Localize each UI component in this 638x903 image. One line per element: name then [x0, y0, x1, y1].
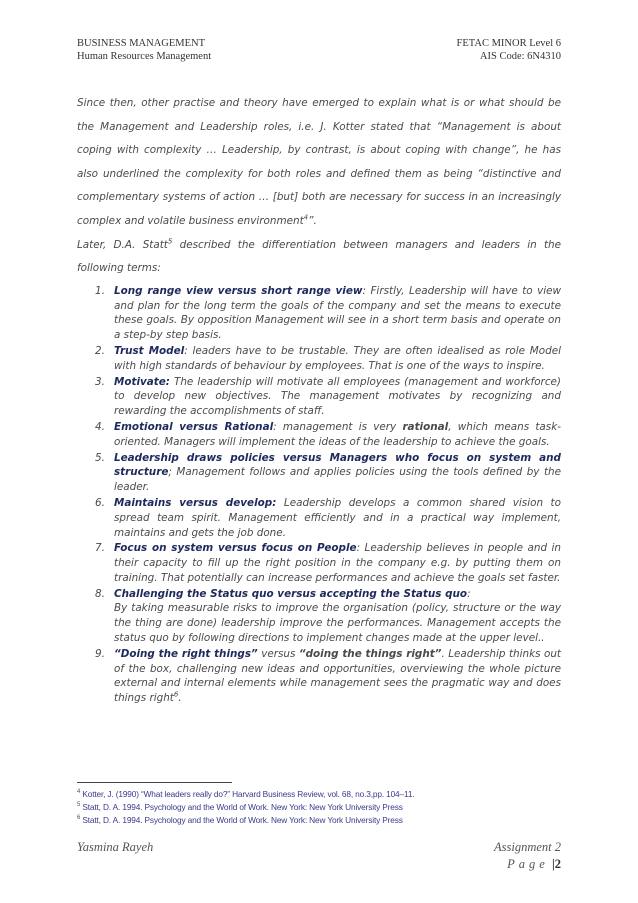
list-item-heading: Trust Model [114, 344, 185, 357]
list-item-heading: Emotional versus Rational [114, 420, 274, 433]
list-item: 9. “Doing the right things” versus “doing the things right”. Leadership thinks out of the box, challenging new ideas and opportunities, overviewing the whole picture external and internal elements while management sees the pragmatic way and does things right$^6$. [95, 647, 561, 705]
footnote-6: $^6$ Statt, D. A. 1994. Psychology and the World of Work. New York: New York University Press [77, 815, 403, 825]
list-item: 8. Challenging the Status quo versus accepting the Status quo: By taking measurable risks to improve the organisation (policy, structure or the way the thing are done) leadership improve the performances. Management accepts the status quo by following directions to implement changes made at the upper level.. [95, 587, 561, 645]
list-item-text: ; Management follows and applies policies using the tools defined by the leader. [114, 466, 561, 494]
header-course: BUSINESS MANAGEMENT [77, 38, 206, 49]
body-text [77, 92, 561, 707]
list-item-heading: Long range view versus short range view [114, 284, 363, 297]
emphasis-rational: rational [402, 420, 449, 433]
list-item-heading: Challenging the Status quo versus accepting the Status quo [114, 587, 468, 600]
footnote-divider [77, 782, 232, 783]
list-item [95, 284, 562, 343]
list-item-number: 8. [95, 587, 105, 600]
list-item [95, 375, 561, 419]
footnote-ref-4[interactable]: 4 [303, 213, 309, 222]
footnote-ref-5[interactable]: 5 [167, 237, 173, 246]
header-code: AIS Code: 6N4310 [479, 51, 561, 62]
list-item-text: : leaders have to be trustable. They are often idealised as role Model with high standards of behaviour by employees. That is one of the ways to inspire. [114, 344, 561, 372]
list-item [95, 344, 561, 374]
paragraph-kotter: Since then, other practise and theory have emerged to explain what is or what should be the Management and Leadership roles, i.e. J. Kotter stated that “Management is about coping with complexity … Leadership, by contrast, is about coping with change”, he has also underlined the complexity for both roles and defined them as being “distinctive and complementary systems of action … [but] both are necessary for success in an increasingly complex and volatile business environment$^4$”. [77, 97, 561, 227]
list-item-text: By taking measurable risks to improve the organisation (policy, structure or the way the thing are done) leadership improve the performances. Management accepts the status quo by following directions to implement changes made at the upper level.. [114, 602, 561, 645]
footer-author: Yasmina Rayeh [77, 840, 154, 854]
footnote-4: $^4$ Kotter, J. (1990) “What leaders really do?” Harvard Business Review, vol. 68, no.3,pp. 104–11. [77, 789, 415, 799]
list-item-text: : Leadership believes in people and in their capacity to fill up the right position in the company e.g. by putting them on training. That potentially can increase performances and achieve the goals set faster. [114, 542, 561, 584]
list-item-heading: Focus on system versus focus on People [114, 542, 357, 555]
list-item-number: 4. [95, 420, 105, 433]
list-item [95, 451, 561, 495]
list-item-number: 9. [95, 647, 105, 660]
differences-list [77, 284, 561, 706]
footer-assignment: Assignment 2 [493, 840, 561, 854]
list-item-number: 2. [95, 344, 105, 357]
footnotes [77, 788, 414, 827]
list-item-heading: “Doing the right things” [114, 647, 258, 660]
header-module: Human Resources Management [77, 51, 212, 62]
emphasis-things-right: “doing the things right” [298, 647, 442, 660]
list-item-heading: Leadership draws policies versus Managers who focus on system and structure [114, 451, 561, 479]
list-item-text: Leadership develops a common shared vision to spread team spirit. Management efficiently and in a practical way implement, maintains and gets the job done. [114, 496, 561, 539]
list-item-heading: Maintains versus develop: [114, 496, 277, 509]
header-level: FETAC MINOR Level 6 [456, 38, 561, 49]
list-item-text: The leadership will motivate all employees (management and workforce) to develop new objectives. The management motivates by recognizing and rewarding the accomplishments of staff. [114, 375, 561, 418]
list-item-number: 3. [95, 375, 105, 388]
list-item-number: 1. [95, 284, 105, 297]
paragraph-statt: Later, D.A. Statt$^5$ described the differentiation between managers and leaders in the following terms: [77, 237, 561, 275]
list-item-number: 7. [95, 542, 105, 555]
list-item-heading: Motivate: [114, 375, 170, 388]
list-item [95, 496, 561, 540]
list-item: 4. Emotional versus Rational: management is very rational, which means task-oriented. Managers will implement the ideas of the leadership to achieve the goals. [95, 420, 561, 448]
page-footer [77, 840, 561, 871]
list-item [95, 541, 561, 585]
list-item-text: : Firstly, Leadership will have to view and plan for the long term the goals of the company and set the means to execute these goals. By opposition Management will see in a short term basis and operate on a step-by step basis. [114, 284, 562, 342]
footnote-5: $^5$ Statt, D. A. 1994. Psychology and the World of Work. New York: New York University Press [77, 802, 403, 812]
page-header [77, 37, 561, 63]
list-item-number: 5. [95, 451, 105, 464]
list-item-number: 6. [95, 496, 105, 509]
footnote-ref-6[interactable]: 6 [173, 690, 179, 699]
page-number: Page |2 [507, 857, 561, 871]
